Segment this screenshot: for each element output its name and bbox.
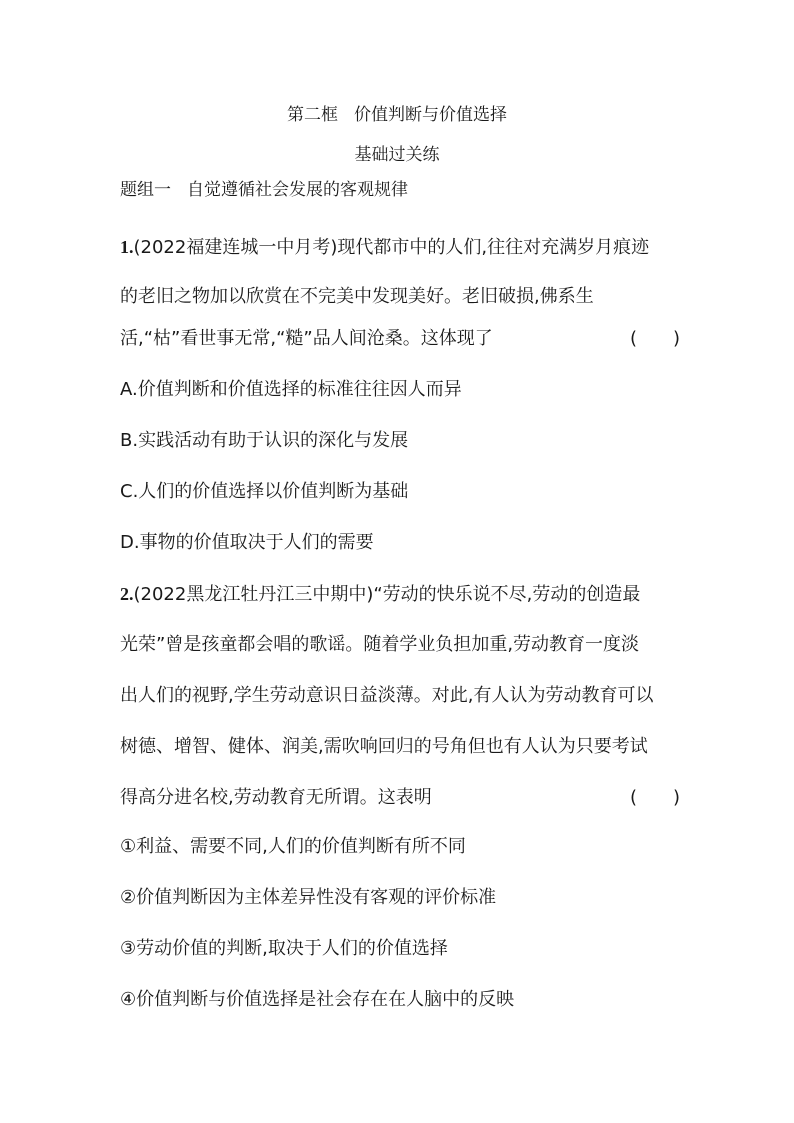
q1-option-c: C.人们的价值选择以价值判断为基础	[120, 481, 409, 502]
question-group-heading	[120, 178, 408, 202]
q2-number: 2.	[120, 584, 134, 604]
q2-line-5	[120, 785, 680, 811]
q2-option-2: ②价值判断因为主体差异性没有客观的评价标准	[120, 887, 497, 908]
q2-line-2: 光荣”曾是孩童都会唱的歌谣。随着学业负担加重,劳动教育一度淡	[120, 634, 640, 655]
q1-option-a: A.价值判断和价值选择的标准往往因人而异	[120, 379, 462, 400]
section-title: 价值判断与价值选择	[354, 105, 507, 125]
page-subtitle: 基础过关练	[354, 145, 440, 165]
q2-text-1: (2022黑龙江牡丹江三中期中)“劳动的快乐说不尽,劳动的创造最	[133, 584, 641, 605]
q1-text-3: 活,“枯”看世事无常,“糙”品人间沧桑。这体现了	[120, 328, 493, 349]
page-title	[0, 103, 794, 127]
q1-line-1	[120, 234, 680, 261]
q1-answer-parens: ( )	[629, 328, 680, 349]
q1-number: 1.	[120, 237, 134, 257]
group-name: 自觉遵循社会发展的客观规律	[187, 180, 408, 200]
group-label: 题组一	[120, 180, 171, 200]
section-label: 第二框	[287, 105, 338, 125]
q2-option-1: ①利益、需要不同,人们的价值判断有所不同	[120, 836, 466, 857]
q2-answer-parens: ( )	[629, 787, 680, 808]
q2-option-4: ④价值判断与价值选择是社会存在在人脑中的反映	[120, 989, 515, 1010]
q1-option-d: D.事物的价值取决于人们的需要	[120, 532, 374, 553]
q2-line-3: 出人们的视野,学生劳动意识日益淡薄。对此,有人认为劳动教育可以	[120, 685, 654, 706]
q2-line-4: 树德、增智、健体、润美,需吹响回归的号角但也有人认为只要考试	[120, 736, 648, 757]
q1-option-b: B.实践活动有助于认识的深化与发展	[120, 430, 409, 451]
q2-text-5: 得高分进名校,劳动教育无所谓。这表明	[120, 787, 432, 808]
q1-line-3	[120, 326, 680, 352]
q1-text-1: (2022福建连城一中月考)现代都市中的人们,往往对充满岁月痕迹	[133, 237, 650, 258]
q2-option-3: ③劳动价值的判断,取决于人们的价值选择	[120, 938, 448, 959]
q1-line-2: 的老旧之物加以欣赏在不完美中发现美好。老旧破损,佛系生	[120, 286, 594, 307]
q2-line-1	[120, 581, 680, 608]
